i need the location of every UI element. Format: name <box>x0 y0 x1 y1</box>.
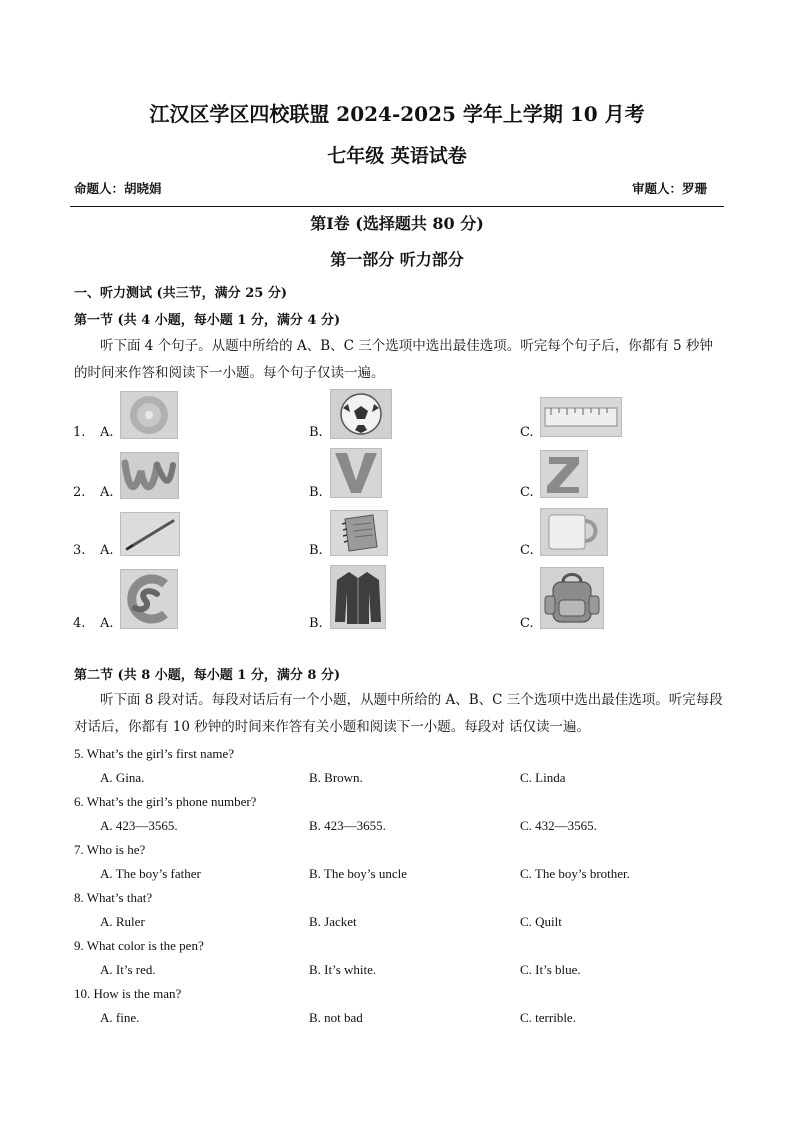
q10-option-c: C. terrible. <box>520 1010 576 1025</box>
q7-option-a: A. The boy’s father <box>100 866 201 881</box>
question-9: 9. What color is the pen? <box>74 938 204 953</box>
exam-subtitle: 七年级 英语试卷 <box>327 145 467 167</box>
mug-icon <box>540 508 608 556</box>
pen-icon <box>120 512 180 556</box>
question-7: 7. Who is he? <box>74 842 146 857</box>
option-b-label: B. <box>309 485 323 500</box>
ruler-icon <box>540 397 622 437</box>
question-8: 8. What’s that? <box>74 890 153 905</box>
option-c-label: C. <box>520 543 534 558</box>
q9-option-a: A. It’s red. <box>100 962 156 977</box>
header-divider <box>70 206 724 207</box>
option-b-label: B. <box>309 543 323 558</box>
option-c-label: C. <box>520 485 534 500</box>
q8-option-a: A. Ruler <box>100 914 145 929</box>
q10-option-a: A. fine. <box>100 1010 140 1025</box>
backpack-icon <box>540 567 604 629</box>
disc-icon <box>120 391 178 439</box>
q7-option-b: B. The boy’s uncle <box>309 866 407 881</box>
option-a-label: A. <box>100 425 114 440</box>
letter-v-icon <box>330 448 382 498</box>
football-icon <box>330 389 392 439</box>
option-a-label: A. <box>100 485 114 500</box>
q9-option-b: B. It’s white. <box>309 962 377 977</box>
notebook-icon <box>330 510 388 556</box>
volume-title: 第Ⅰ卷 (选择题共 80 分) <box>310 214 484 233</box>
option-c-label: C. <box>520 616 534 631</box>
question-10: 10. How is the man? <box>74 986 182 1001</box>
listening-heading: 一、听力测试 (共三节，满分 25 分) <box>74 286 287 301</box>
part-title: 第一部分 听力部分 <box>330 250 464 269</box>
q8-option-c: C. Quilt <box>520 914 562 929</box>
jacket-icon <box>330 565 386 629</box>
option-a-label: A. <box>100 616 114 631</box>
section2-instructions: 听下面 8 段对话。每段对话后有一个小题，从题中所给的 A、B、C 三个选项中选出最佳选项。听完每段对话后，你都有 10 秒钟的时间来作答有关小题和阅读下一小题。每段对 话仅读一遍。 <box>74 692 723 735</box>
option-a-label: A. <box>100 543 114 558</box>
option-b-label: B. <box>309 616 323 631</box>
question-6: 6. What’s the girl’s phone number? <box>74 794 257 809</box>
reviewer-label: 审题人：罗珊 <box>632 181 708 196</box>
q6-option-c: C. 432—3565. <box>520 818 597 833</box>
question-number: 4. <box>73 616 86 631</box>
q6-option-a: A. 423—3565. <box>100 818 178 833</box>
option-c-label: C. <box>520 425 534 440</box>
section2-heading: 第二节 (共 8 小题，每小题 1 分，满分 8 分) <box>74 668 341 683</box>
author-label: 命题人：胡晓娟 <box>74 181 162 196</box>
q5-option-a: A. Gina. <box>100 770 145 785</box>
question-number: 2. <box>73 485 86 500</box>
letters-cs-icon <box>120 569 178 629</box>
q7-option-c: C. The boy’s brother. <box>520 866 630 881</box>
question-number: 1. <box>73 425 86 440</box>
q8-option-b: B. Jacket <box>309 914 357 929</box>
section1-instructions: 听下面 4 个句子。从题中所给的 A、B、C 三个选项中选出最佳选项。听完每个句子后，你都有 5 秒钟的时间来作答和阅读下一小题。每个句子仅读一遍。 <box>74 338 713 381</box>
q6-option-b: B. 423—3655. <box>309 818 386 833</box>
section1-heading: 第一节 (共 4 小题，每小题 1 分，满分 4 分) <box>74 313 341 328</box>
letter-z-icon <box>540 450 588 498</box>
q5-option-c: C. Linda <box>520 770 566 785</box>
letter-w-icon <box>120 452 179 499</box>
question-number: 3. <box>73 543 86 558</box>
q5-option-b: B. Brown. <box>309 770 363 785</box>
option-b-label: B. <box>309 425 323 440</box>
question-5: 5. What’s the girl’s first name? <box>74 746 235 761</box>
exam-title: 江汉区学区四校联盟 2024-2025 学年上学期 10 月考 <box>149 102 645 126</box>
q10-option-b: B. not bad <box>309 1010 363 1025</box>
q9-option-c: C. It’s blue. <box>520 962 581 977</box>
